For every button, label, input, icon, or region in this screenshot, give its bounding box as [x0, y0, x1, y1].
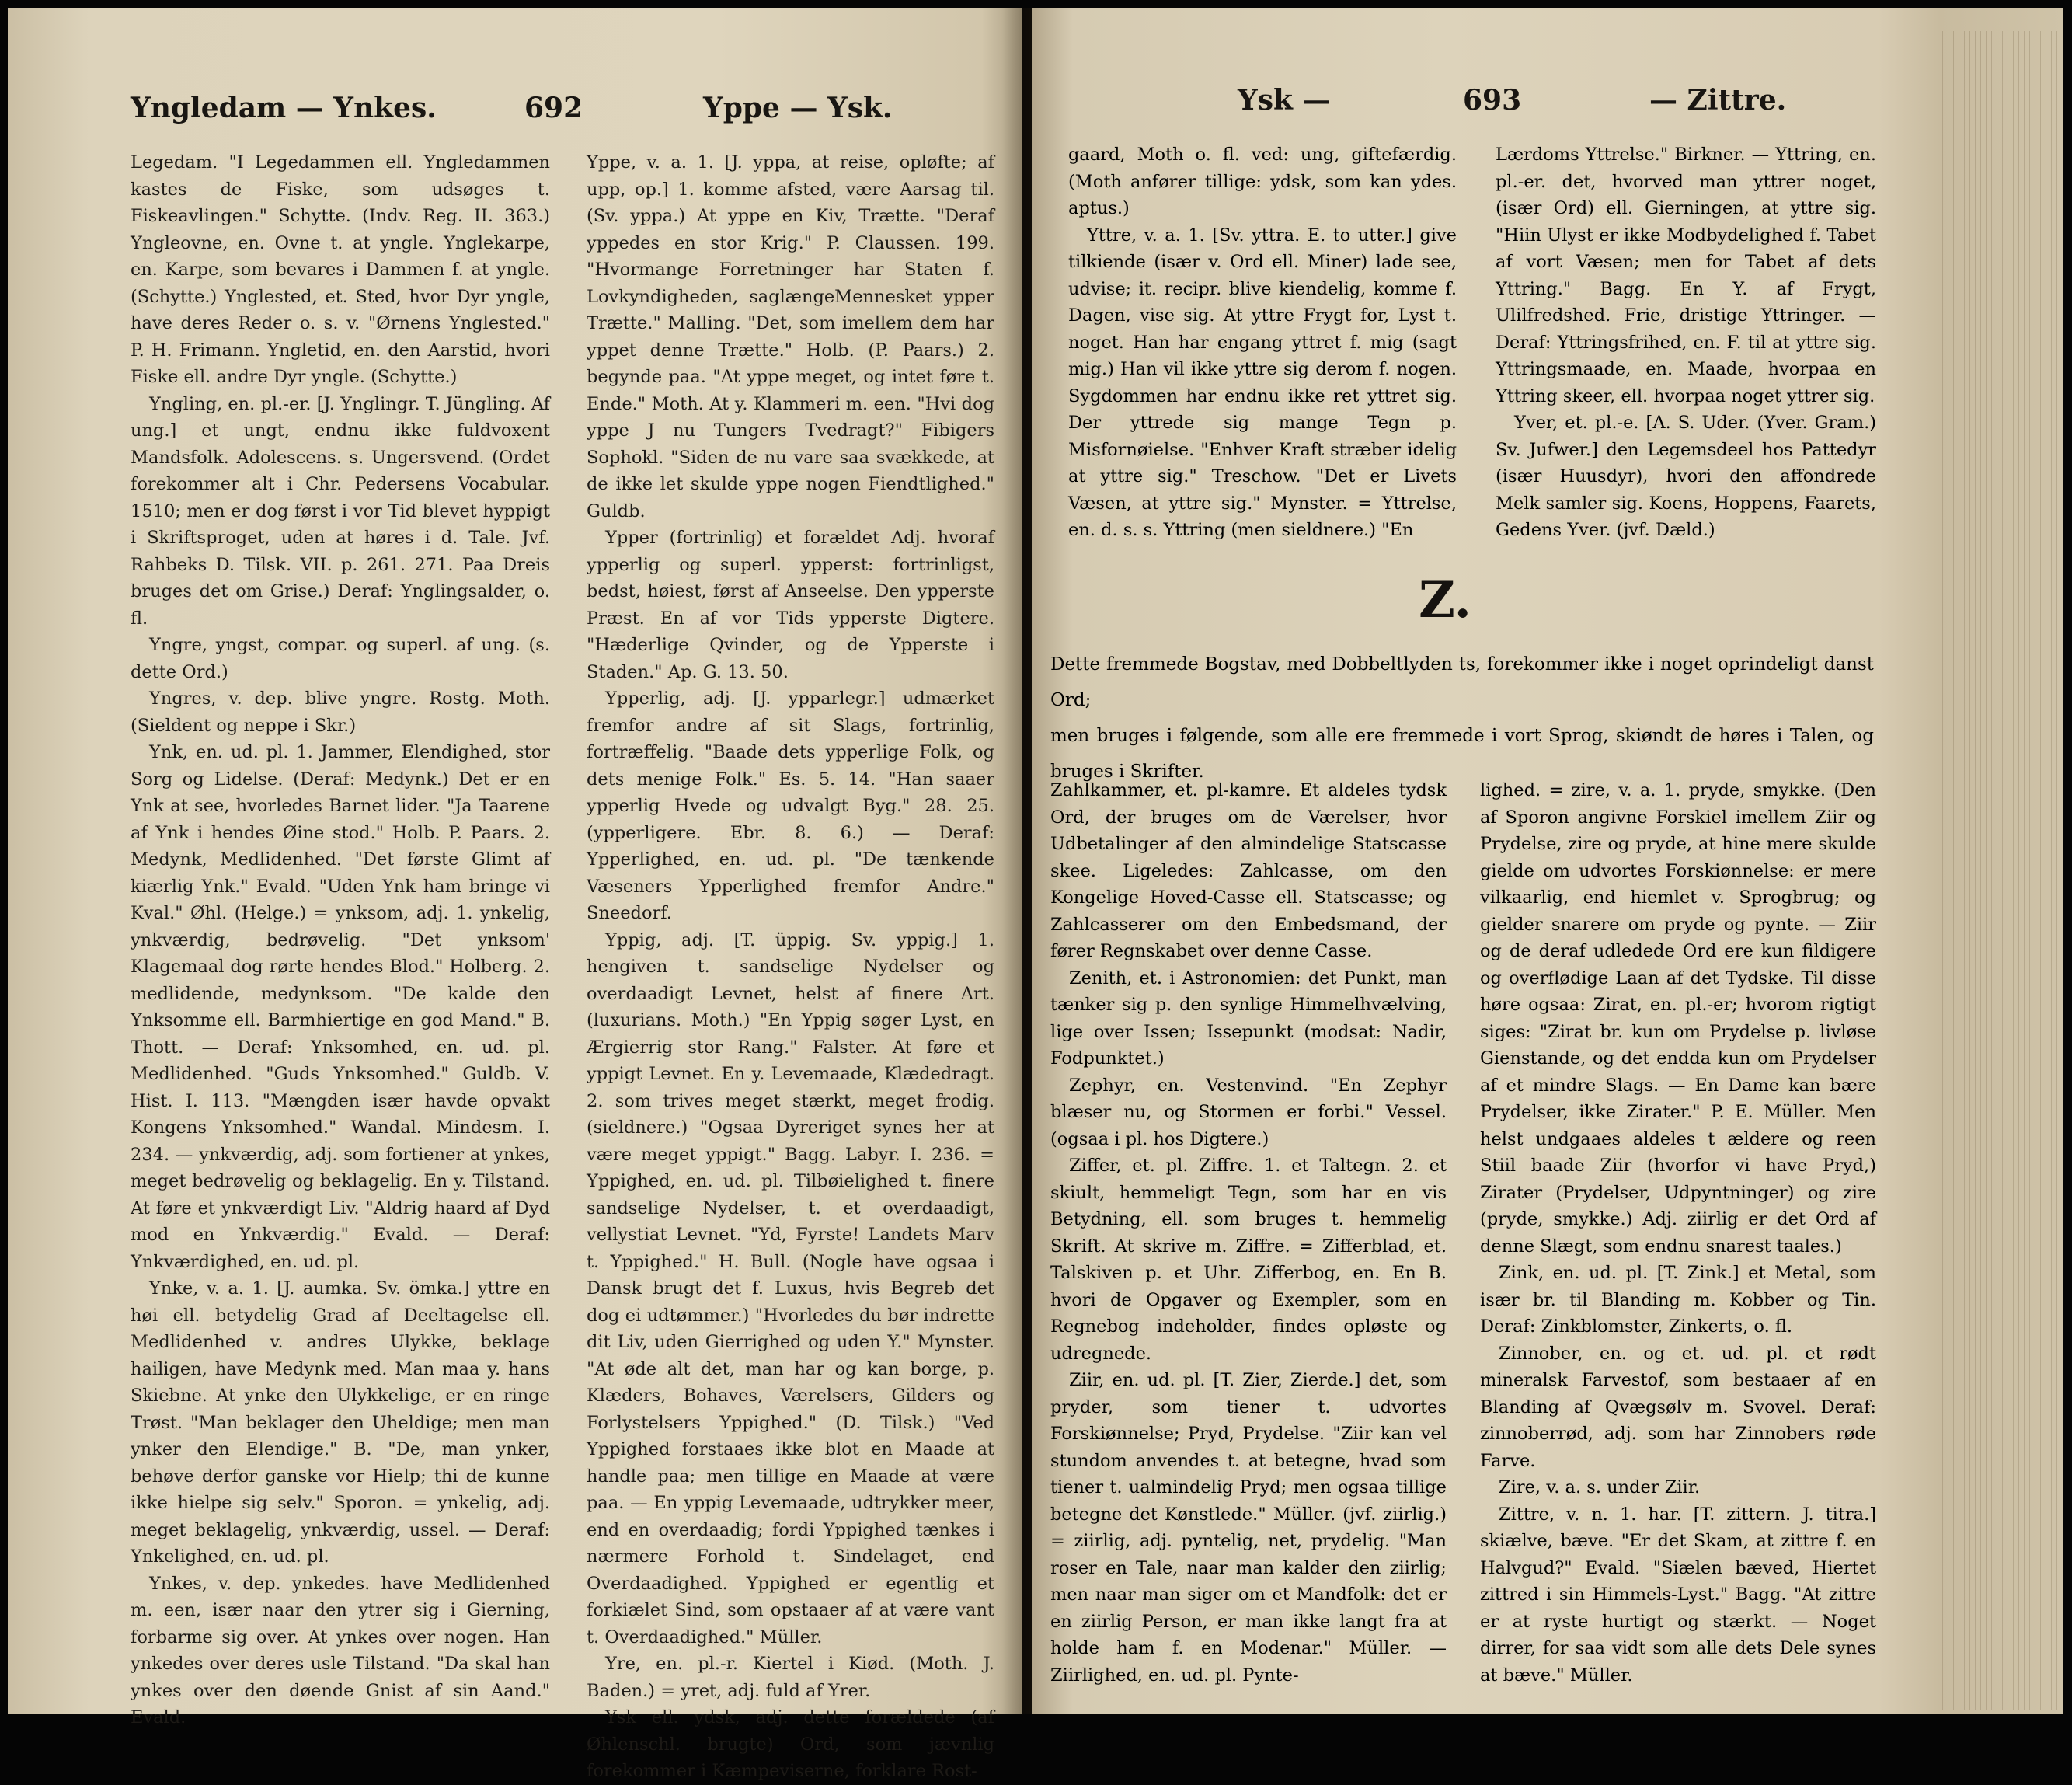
section-letter-z: Z.: [1419, 571, 1471, 629]
entry: Ziffer, et. pl. Ziffre. 1. et Taltegn. 2. et skiult, hemmeligt Tegn, som har en vis Betydning, ell. som bruges t. hemmelig Skrift. At skrive m. Ziffre. = Zifferblad, et. Talskiven p. et Uhr. Zifferbog, en. En B. hvori de Opgaver og Exempler, som en Regnebog indeholder, findes opløste og udregnede.: [1050, 1156, 1447, 1364]
entry: Yngres, v. dep. blive yngre. Rostg. Moth. (Sieldent og neppe i Skr.): [131, 689, 550, 736]
section-intro-line: men bruges i følgende, som alle ere fremmede i vort Sprog, skiøndt de høres i Talen, og bruges i Skrifter.: [1050, 726, 1874, 782]
left-page: [8, 8, 1022, 1781]
entry: Lærdoms Yttrelse." Birkner. — Yttring, en. pl.-er. det, hvorved man yttrer noget, (især Ord) ell. Gierningen, at yttre sig. "Hiin Ulyst er ikke Modbydelighed f. Tabet af vort Væsen; men for Tabet af dets Yttring." Bagg. En Y. af Frygt, Ulilfredshed. Frie, dristige Yttringer. — Deraf: Yttringsfrihed, en. F. til at yttre sig. Yttringsmaade, en. Maade, hvorpaa en Yttring skeer, ell. hvorpaa noget yttrer sig.: [1496, 145, 1876, 406]
entry: Yver, et. pl.-e. [A. S. Uder. (Yver. Gram.) Sv. Jufwer.] den Legemsdeel hos Pattedyr (især Huusdyr), hvori den affondrede Melk samler sig. Koens, Hoppens, Faarets, Gedens Yver. (jvf. Dæld.): [1496, 413, 1876, 540]
left-head-first-word: Yngledam — Ynkes.: [131, 92, 437, 124]
entry: Legedam. "I Legedammen ell. Yngledammen kastes de Fiske, som udsøges t. Fiskeavlingen." Schytte. (Indv. Reg. II. 363.) Yngleovne, en. Ovne t. at yngle. Ynglekarpe, en. Karpe, som bevares i Dammen f. at yngle. (Schytte.) Ynglested, et. Sted, hvor Dyr yngle, have deres Reder o. s. v. "Ørnens Ynglested." P. H. Frimann. Yngletid, en. den Aarstid, hvori Fiske ell. andre Dyr yngle. (Schytte.): [131, 152, 550, 387]
section-intro-line: Dette fremmede Bogstav, med Dobbeltlyden ts, forekommer ikke i noget oprindeligt danst Ord;: [1050, 654, 1874, 710]
entry: lighed. = zire, v. a. 1. pryde, smykke. (Den af Sporon angivne Forskiel imellem Ziir og Prydelse, zire og pryde, at hine mere skulde gielde om udvortes Forskiønnelse: er mere vilkaarlig, end hiemlet v. Sprogbrug; og gielder snarere om pryde og pynte. — Ziir og de deraf udledede Ord ere kun fildigere og overflødige Laan af det Tydske. Til disse høre ogsaa: Zirat, en. pl.-er; hvorom rigtigt siges: "Zirat br. kun om Prydelse p. livløse Gienstande, og det endda kun om Prydelser af et mindre Slags. — En Dame kan bære Prydelser, ikke Zirater." P. E. Müller. Men helst undgaaes aldeles t ældere og reen Stiil baade Ziir (hvorfor vi have Pryd,) Zirater (Prydelser, Udpyntninger) og zire (pryde, smykke.) Adj. ziirlig er det Ord af denne Slægt, som endnu snarest taales.): [1480, 780, 1876, 1257]
entry: Ynk, en. ud. pl. 1. Jammer, Elendighed, stor Sorg og Lidelse. (Deraf: Medynk.) Det er en Ynk at see, hvorledes Barnet lider. "Ja Taarene af Ynk i hendes Øine stod." Holb. P. Paars. 2. Medynk, Medlidenhed. "Det første Glimt af kiærlig Ynk." Evald. "Uden Ynk ham bringe vi Kval." Øhl. (Helge.) = ynksom, adj. 1. ynkelig, ynkværdig, bedrøvelig. "Det ynksom' Klagemaal dog rørte hendes Blod." Holberg. 2. medlidende, medynksom. "De kalde den Ynksomme ell. Barmhiertige en god Mand." B. Thott. — Deraf: Ynksomhed, en. ud. pl. Medlidenhed. "Guds Ynksomhed." Guldb. V. Hist. I. 113. "Mængden især havde opvakt Kongens Ynksomhed." Wandal. Mindesm. I. 234. — ynkværdig, adj. som fortiener at ynkes, meget bedrøvelig og beklagelig. En y. Tilstand. At føre et ynkværdigt Liv. "Aldrig haard af Dyd mod en Ynkværdig." Evald. — Deraf: Ynkværdighed, en. ud. pl.: [131, 742, 550, 1272]
right-page-number: 693: [1463, 84, 1522, 117]
entry: Zittre, v. n. 1. har. [T. zittern. J. titra.] skiælve, bæve. "Er det Skam, at zittre f. en Halvgud?" Evald. "Siælen bæved, Hiertet zittred i sin Himmels-Lyst." Bagg. "At zittre er at ryste hurtigt og stærkt. — Noget dirrer, for saa vidt som alle dets Dele synes at bæve." Müller.: [1480, 1504, 1876, 1686]
entry: Zahlkammer, et. pl-kamre. Et aldeles tydsk Ord, der bruges om de Værelser, hvor Udbetalinger af den almindelige Statscasse skee. Ligeledes: Zahlcasse, om den Kongelige Hoved-Casse ell. Statscasse; og Zahlcasserer om den Embedsmand, der fører Regnskabet over denne Casse.: [1050, 780, 1447, 961]
left-page-number: 692: [524, 92, 583, 124]
right-head-first-word: Ysk —: [1238, 84, 1331, 117]
left-column-1: [131, 149, 550, 1727]
entry: Zephyr, en. Vestenvind. "En Zephyr blæser nu, og Stormen er forbi." Vessel. (ogsaa i pl. hos Digtere.): [1050, 1075, 1447, 1149]
left-head-last-word: Yppe — Ysk.: [703, 92, 893, 124]
entry: Ynkes, v. dep. ynkedes. have Medlidenhed m. een, især naar den ytrer sig i Gierning, forbarme sig over. At ynkes over nogen. Han ynkedes over deres usle Tilstand. "Da skal han ynkes over den døende Gnist af sin Aand." Evald.: [131, 1573, 550, 1727]
entry: Ziir, en. ud. pl. [T. Zier, Zierde.] det, som pryder, som tiener t. udvortes Forskiønnelse; Pryd, Prydelse. "Ziir kan vel stundom anvendes t. at betegne, hvad som tiener t. ualmindelig Pryd; men ogsaa tillige betegne det Kønstlede." Müller. (jvf. ziirlig.) = ziirlig, adj. pyntelig, net, prydelig. "Man roser en Tale, naar man kalder den ziirlig; men naar man siger om et Mandfolk: det er en ziirlig Person, er man ikke langt fra at holde ham f. en Modenar." Müller. — Ziirlighed, en. ud. pl. Pynte-: [1050, 1370, 1447, 1686]
entry: Ysk ell. ydsk, adj. dette forældede (af Øhlenschl. brugte) Ord, som jævnlig forekommer i Kæmpeviserne, forklare Rost-: [587, 1707, 994, 1781]
right-column-3: [1050, 777, 1447, 1686]
entry: Ypper (fortrinlig) et forældet Adj. hvoraf ypperlig og superl. ypperst: fortrinligst, bedst, høiest, først af Anseelse. Den ypperste Præst. En af vor Tids ypperste Digtere. "Hæderlige Qvinder, og de Ypperste i Staden." Ap. G. 13. 50.: [587, 528, 994, 682]
entry: Zinnober, en. og et. ud. pl. et rødt mineralsk Farvestof, som bestaaer af en Blanding af Qvægsølv m. Svovel. Deraf: zinnoberrød, adj. som har Zinnobers røde Farve.: [1480, 1343, 1876, 1471]
right-head-last-word: — Zittre.: [1649, 84, 1787, 117]
right-column-4: [1480, 777, 1876, 1686]
right-column-2: [1496, 141, 1876, 540]
section-intro: [1050, 647, 1874, 790]
gutter-shadow: [1002, 8, 1033, 1714]
page-edges: [1942, 31, 2059, 1710]
entry: Yppig, adj. [T. üppig. Sv. yppig.] 1. hengiven t. sandselige Nydelser og overdaadigt Levnet, helst af finere Art. (luxurians. Moth.) "En Yppig søger Lyst, en Ærgierrig stor Rang." Falster. At føre et yppigt Levnet. En y. Levemaade, Klædedragt. 2. som trives meget stærkt, meget frodig. (sieldnere.) "Ogsaa Dyreriget synes her at være meget yppigt." Bagg. Labyr. I. 236. = Yppighed, en. ud. pl. Tilbøielighed t. finere sandselige Nydelser, t. et overdaadigt, vellystiat Levnet. "Yd, Fyrste! Landets Marv t. Yppighed." H. Bull. (Nogle have ogsaa i Dansk brugt det f. Luxus, hvis Begreb det dog ei udtømmer.) "Hvorledes du bør indrette dit Liv, uden Gierrighed og uden Y." Mynster. "At øde alt det, man har og kan borge, p. Klæders, Bohaves, Værelsers, Gilders og Forlystelsers Yppighed." (D. Tilsk.) "Ved Yppighed forstaaes ikke blot en Maade at handle paa; men tillige en Maade at være paa. — En yppig Levemaade, udtrykker meer, end en overdaadig; fordi Yppighed tænkes i nærmere Forhold t. Sindelaget, end Overdaadighed. Yppighed er egentlig et forkiælet Sind, som opstaaer af at være vant t. Overdaadighed." Müller.: [587, 929, 994, 1647]
entry: Yttre, v. a. 1. [Sv. yttra. E. to utter.] give tilkiende (især v. Ord ell. Miner) lade see, udvise; it. recipr. blive kiendelig, komme f. Dagen, vise sig. At yttre Frygt for, Lyst t. noget. Han har engang yttret f. mig (sagt mig.) Han vil ikke yttre sig derom f. nogen. Sygdommen har endnu ikke ret yttret sig. Der yttrede sig mange Tegn p. Misfornøielse. "Enhver Kraft stræber idelig at yttre sig." Treschow. "Det er Livets Væsen, at yttre sig." Mynster. = Yttrelse, en. d. s. s. Yttring (men sieldnere.) "En: [1068, 225, 1457, 540]
entry: Zire, v. a. s. under Ziir.: [1499, 1477, 1701, 1497]
left-running-head: [8, 92, 1022, 131]
entry: Zink, en. ud. pl. [T. Zink.] et Metal, som især br. til Blanding m. Kobber og Tin. Deraf: Zinkblomster, Zinkerts, o. fl.: [1480, 1263, 1876, 1337]
entry: Yngling, en. pl.-er. [J. Ynglingr. T. Jüngling. Af ung.] et ungt, endnu ikke fuldvoxent Mandsfolk. Adolescens. s. Ungersvend. (Ordet forekommer alt i Chr. Pedersens Vocabular. 1510; men er dog først i vor Tid blevet hyppigt i Skriftsproget, uden at høres i d. Tale. Jvf. Rahbeks D. Tilsk. VII. p. 261. 271. Paa Dreis bruges det om Grise.) Deraf: Ynglingsalder, o. fl.: [131, 393, 550, 629]
entry: gaard, Moth o. fl. ved: ung, giftefærdig. (Moth anfører tillige: ydsk, som kan ydes. aptus.): [1068, 145, 1457, 218]
left-column-2: [587, 149, 994, 1781]
entry: Yngre, yngst, compar. og superl. af ung. (s. dette Ord.): [131, 635, 550, 682]
entry: Ypperlig, adj. [J. ypparlegr.] udmærket fremfor andre af sit Slags, fortrinlig, fortræffelig. "Baade dets ypperlige Folk, og dets menige Folk." Es. 5. 14. "Han saaer ypperlig Hvede og udvalgt Byg." 28. 25. (ypperligere. Ebr. 8. 6.) — Deraf: Ypperlighed, en. ud. pl. "De tænkende Væseners Ypperlighed fremfor Andre." Sneedorf.: [587, 689, 994, 923]
right-running-head: [1032, 84, 2063, 123]
entry: Yppe, v. a. 1. [J. yppa, at reise, opløfte; af upp, op.] 1. komme afsted, være Aarsag til. (Sv. yppa.) At yppe en Kiv, Trætte. "Deraf yppedes en stor Krig." P. Claussen. 199. "Hvormange Forretninger har Staten f. Lovkyndigheden, saglængeMennesket ypper Trætte." Malling. "Det, som imellem dem har yppet denne Trætte." Holb. (P. Paars.) 2. begynde paa. "At yppe meget, og intet føre t. Ende." Moth. At y. Klammeri m. een. "Hvi dog yppe J nu Tungers Tvedragt?" Fibigers Sophokl. "Siden de nu vare saa svækkede, at de ikke let skulde yppe nogen Fiendtlighed." Guldb.: [587, 152, 994, 521]
entry: Zenith, et. i Astronomien: det Punkt, man tænker sig p. den synlige Himmelhvælving, lige over Issen; Issepunkt (modsat: Nadir, Fodpunktet.): [1050, 967, 1447, 1069]
entry: Yre, en. pl.-r. Kiertel i Kiød. (Moth. J. Baden.) = yret, adj. fuld af Yrer.: [587, 1654, 994, 1701]
entry: Ynke, v. a. 1. [J. aumka. Sv. ömka.] yttre en høi ell. betydelig Grad af Deeltagelse ell. Medlidenhed v. andres Ulykke, beklage hailigen, have Medynk med. Man maa y. hans Skiebne. At ynke den Ulykkelige, er en ringe Trøst. "Man beklager den Uheldige; men man ynker den Elendige." B. "De, man ynker, behøve derfor ganske vor Hielp; thi de kunne ikke hielpe sig selv." Sporon. = ynkelig, adj. meget beklagelig, ynkværdig, ussel. — Deraf: Ynkelighed, en. ud. pl.: [131, 1278, 550, 1567]
right-column-1: [1068, 141, 1457, 540]
